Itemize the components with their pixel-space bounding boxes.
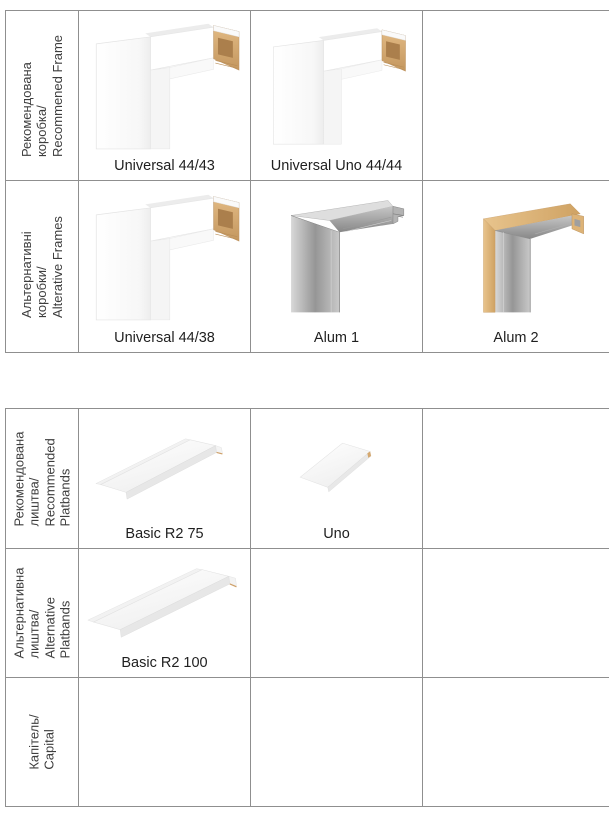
product-image-alum-1 [251, 181, 422, 329]
product-caption: Alum 1 [313, 330, 360, 346]
platbands-table [5, 408, 609, 807]
product-image-basic-r2-75 [79, 409, 250, 525]
product-caption: Basic R2 75 [125, 526, 204, 542]
empty-cell [423, 549, 609, 678]
product-image-universal-44-43 [79, 11, 250, 157]
empty-cell [423, 11, 609, 181]
product-caption: Universal 44/38 [114, 330, 215, 346]
product-caption [251, 654, 422, 677]
product-caption: Universal 44/43 [114, 158, 215, 174]
empty-cell [423, 678, 609, 807]
row-label-recommended-platbands [6, 409, 79, 549]
row-label-recommended-frame [6, 11, 79, 181]
product-caption [423, 654, 609, 677]
row-label-capital [6, 678, 79, 807]
product-image-basic-r2-100 [79, 549, 250, 654]
product-image-uno [251, 409, 422, 525]
product-cell-universal-44-43 [79, 11, 251, 181]
product-cell-alum-1 [251, 181, 423, 353]
product-cell-universal-44-38 [79, 181, 251, 353]
row-label-text: Альтернативна лиштва/ Alternative Platbands [11, 567, 73, 659]
product-caption [251, 783, 422, 806]
product-cell-uno [251, 409, 423, 549]
frames-table [5, 10, 609, 353]
product-caption [423, 157, 609, 180]
product-cell-alum-2 [423, 181, 609, 353]
product-caption: Alum 2 [493, 330, 539, 346]
product-caption: Universal Uno 44/44 [270, 158, 403, 174]
product-image-universal-uno-44-44 [251, 11, 422, 157]
product-cell-universal-uno-44-44 [251, 11, 423, 181]
row-label-text: Рекомендована лиштва/ Recommended Platbands [11, 431, 73, 526]
product-cell-basic-r2-100 [79, 549, 251, 678]
product-cell-basic-r2-75 [79, 409, 251, 549]
empty-cell [423, 409, 609, 549]
empty-cell [251, 678, 423, 807]
product-caption: Basic R2 100 [121, 655, 208, 671]
empty-cell [251, 549, 423, 678]
empty-cell [79, 678, 251, 807]
product-caption [79, 783, 250, 806]
row-label-text: Рекомендована коробка/ Recommened Frame [19, 34, 65, 157]
row-label-alternative-platbands [6, 549, 79, 678]
row-label-alternative-frames [6, 181, 79, 353]
product-image-universal-44-38 [79, 181, 250, 329]
row-label-text: Капітель/ Capital [26, 714, 57, 770]
product-image-alum-2 [423, 181, 609, 329]
row-label-text: Альтернативні коробки/ Alterative Frames [19, 215, 65, 318]
product-caption [423, 525, 609, 548]
product-caption [423, 783, 609, 806]
product-caption: Uno [323, 526, 350, 542]
